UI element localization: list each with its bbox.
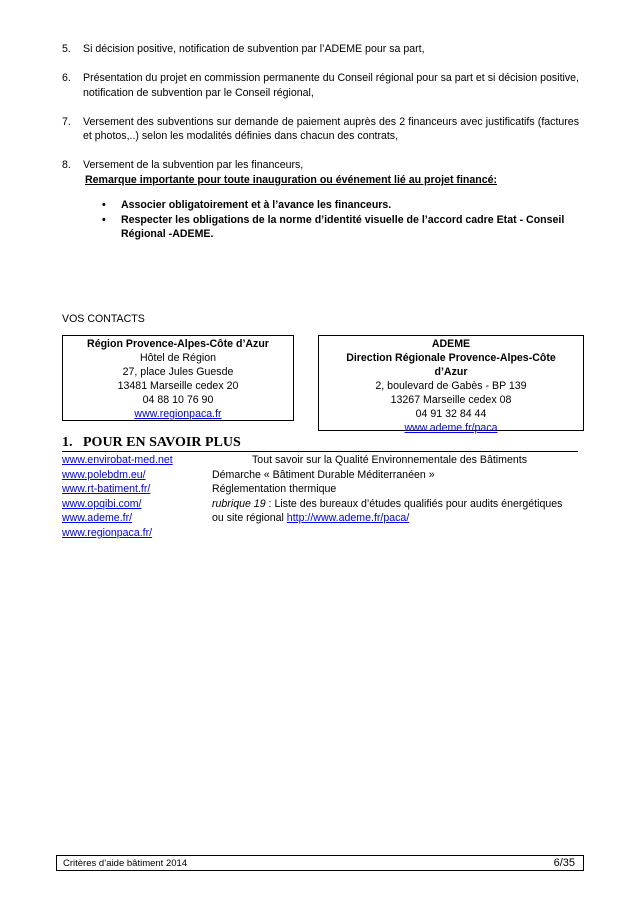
step-text: Versement des subventions sur demande de paiement auprès des 2 financeurs avec justificatifs (factures et photos,..) selon les modalités définies dans chacun des contrats, — [83, 115, 579, 142]
step-item — [62, 42, 579, 57]
contact-address-line: 2, boulevard de Gabès - BP 139 — [375, 380, 527, 392]
link-row — [62, 526, 582, 541]
resource-link[interactable]: www.opqibi.com/ — [62, 497, 142, 510]
contact-department: Direction Régionale Provence-Alpes-Côte — [346, 352, 556, 364]
step-number: 5. — [62, 43, 71, 55]
link-description-text: ou site régional — [212, 512, 287, 525]
footer-document-title: Critères d’aide bâtiment 2014 — [63, 858, 188, 869]
step-item — [62, 115, 579, 144]
link-description-italic: rubrique 19 — [212, 497, 266, 510]
step-text: Versement de la subvention par les financeurs, — [83, 159, 304, 171]
contact-address-line: Hôtel de Région — [140, 352, 216, 364]
contact-name: ADEME — [431, 338, 471, 350]
link-row — [62, 511, 582, 526]
bullet-item — [100, 198, 590, 213]
step-item — [62, 71, 579, 100]
contact-box-region — [62, 335, 294, 421]
resource-link[interactable]: www.polebdm.eu/ — [62, 468, 146, 481]
regional-site-link[interactable]: http://www.ademe.fr/paca/ — [286, 512, 410, 525]
contact-website-link[interactable]: www.ademe.fr/paca — [404, 422, 498, 434]
contact-website-link[interactable]: www.regionpaca.fr — [134, 408, 222, 420]
link-description-text: : Liste des bureaux d’études qualifiés pour audits énergétiques — [265, 497, 563, 510]
step-text: Si décision positive, notification de subvention par l’ADEME pour sa part, — [83, 43, 425, 55]
procedure-steps — [62, 42, 579, 187]
step-item — [62, 158, 579, 173]
link-row — [62, 468, 582, 483]
resource-links — [62, 453, 582, 541]
section-number: 1. — [62, 435, 73, 450]
bullet-text: Associer obligatoirement et à l’avance les financeurs. — [121, 199, 392, 211]
link-description — [212, 497, 562, 512]
step-number: 8. — [62, 159, 71, 171]
contact-address-line: 27, place Jules Guesde — [122, 366, 234, 378]
link-description — [212, 511, 409, 526]
link-description: Démarche « Bâtiment Durable Méditerranéen » — [212, 468, 435, 481]
contact-name: Région Provence-Alpes-Côte d’Azur — [87, 338, 269, 350]
link-row — [62, 497, 582, 512]
resource-link[interactable]: www.rt-batiment.fr/ — [62, 483, 151, 496]
link-description: Réglementation thermique — [212, 483, 337, 496]
contact-box-ademe — [318, 335, 584, 434]
page-number: 6/35 — [553, 857, 575, 869]
remark-bullet-list — [100, 198, 590, 242]
contact-phone: 04 88 10 76 90 — [142, 394, 214, 406]
step-number: 7. — [62, 115, 71, 128]
contacts-heading: VOS CONTACTS — [62, 313, 145, 325]
link-row — [62, 482, 582, 497]
contact-address-line: 13267 Marseille cedex 08 — [390, 394, 512, 406]
section-heading — [62, 435, 578, 451]
section-divider — [62, 451, 578, 452]
bullet-item — [100, 213, 590, 242]
section-title-text: POUR EN SAVOIR PLUS — [83, 435, 241, 450]
step-number: 6. — [62, 72, 71, 84]
link-description: Tout savoir sur la Qualité Environnementale des Bâtiments — [252, 454, 527, 466]
bullet-text: Respecter les obligations de la norme d’identité visuelle de l’accord cadre Etat - Conseil Régional -ADEME. — [121, 213, 565, 240]
important-remark: Remarque importante pour toute inauguration ou événement lié au projet financé: — [85, 174, 498, 186]
contact-department: d’Azur — [434, 366, 468, 378]
bullet-icon: • — [102, 213, 106, 226]
resource-link[interactable]: www.ademe.fr/ — [62, 512, 133, 525]
bullet-icon: • — [102, 199, 106, 211]
resource-link[interactable]: www.regionpaca.fr/ — [62, 526, 153, 539]
contact-phone: 04 91 32 84 44 — [415, 408, 487, 420]
resource-link[interactable]: www.envirobat-med.net — [62, 454, 173, 466]
contact-address-line: 13481 Marseille cedex 20 — [117, 380, 239, 392]
link-row — [62, 453, 582, 468]
page-footer — [56, 855, 584, 871]
step-text: Présentation du projet en commission permanente du Conseil régional pour sa part et si décision positive, notification de subvention par le Conseil régional, — [83, 72, 579, 99]
